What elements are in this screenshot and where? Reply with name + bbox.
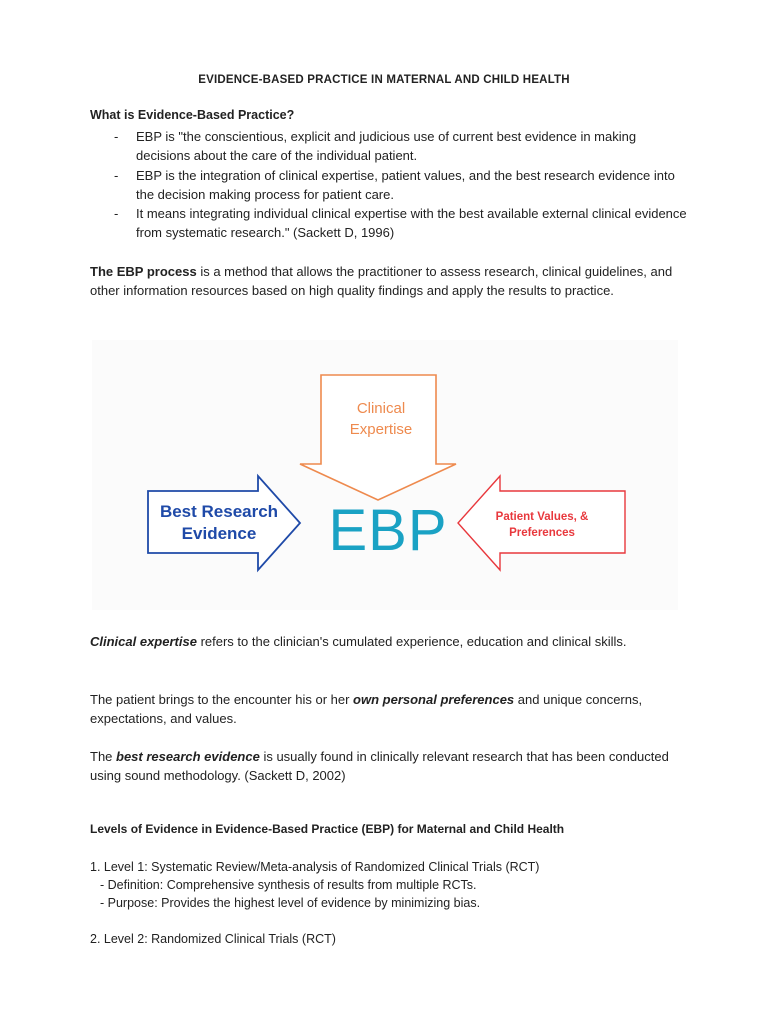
patient-values-label: Patient Values, & Preferences — [495, 511, 589, 539]
ebp-process-term: The EBP process — [90, 264, 197, 279]
what-is-ebp-heading: What is Evidence-Based Practice? — [90, 108, 295, 122]
best-research-term: best research evidence — [116, 749, 260, 764]
bullet-text: It means integrating individual clinical expertise with the best available external clinical evidence from systematic research." (Sackett D, 1996) — [136, 206, 687, 241]
list-item — [90, 204, 690, 243]
personal-preferences-term: own personal preferences — [353, 692, 515, 707]
bullet-marker: - — [114, 167, 119, 183]
bullet-text: EBP is "the conscientious, explicit and judicious use of current best evidence in making decisions about the care of the individual patient. — [136, 129, 637, 164]
bullet-marker: - — [114, 206, 119, 222]
clinical-expertise-term: Clinical expertise — [90, 634, 197, 649]
best-research-paragraph: The best research evidence is usually found in clinically relevant research that has been conducted using sound methodology. (Sackett D, 2002) — [90, 749, 669, 784]
levels-heading: Levels of Evidence in Evidence-Based Practice (EBP) for Maternal and Child Health — [90, 822, 565, 836]
ebp-process-paragraph — [90, 262, 690, 301]
list-item — [90, 166, 690, 205]
document-title: EVIDENCE-BASED PRACTICE IN MATERNAL AND CHILD HEALTH — [198, 74, 570, 86]
bullet-text: EBP is the integration of clinical expertise, patient values, and the best research evidence into the decision making process for patient care. — [136, 167, 675, 202]
patient-preferences-paragraph: The patient brings to the encounter his or her own personal preferences and unique concerns, expectations, and values. — [90, 692, 643, 727]
level-2-title: 2. Level 2: Randomized Clinical Trials (RCT) — [90, 932, 336, 946]
levels-list — [90, 858, 710, 948]
ebp-diagram — [92, 340, 678, 610]
level-1-purpose: - Purpose: Provides the highest level of evidence by minimizing bias. — [100, 896, 481, 910]
bullet-marker: - — [114, 129, 119, 144]
ebp-definition-list — [90, 127, 690, 243]
ebp-diagram-arrows — [92, 340, 678, 610]
clinical-expertise-label: Clinical Expertise — [349, 400, 413, 438]
best-research-label: Best Research Evidence — [159, 502, 279, 543]
ebp-process-text: is a method that allows the practitioner to assess research, clinical guidelines, and other information resources based on high quality findings and apply the results to practice. — [90, 264, 673, 299]
clinical-expertise-paragraph: Clinical expertise refers to the clinician's cumulated experience, education and clinical skills. — [90, 634, 627, 649]
ebp-center-label: EBP — [328, 498, 448, 563]
level-1-definition: - Definition: Comprehensive synthesis of results from multiple RCTs. — [100, 878, 477, 892]
list-item — [90, 127, 690, 166]
level-1-title: 1. Level 1: Systematic Review/Meta-analysis of Randomized Clinical Trials (RCT) — [90, 860, 540, 874]
